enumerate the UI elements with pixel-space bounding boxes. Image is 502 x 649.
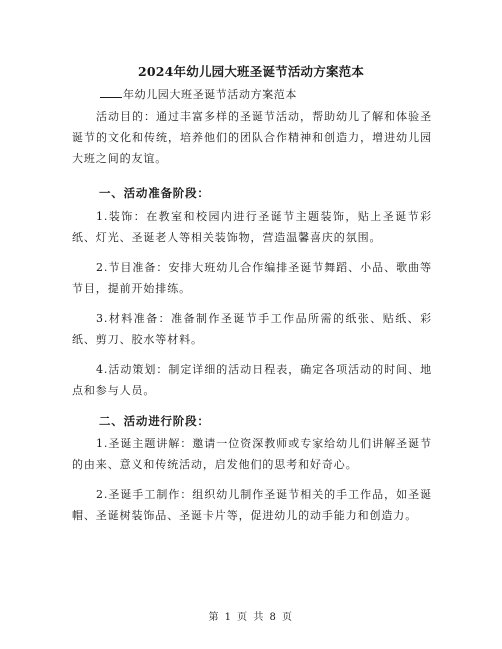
document-subtitle xyxy=(100,86,297,102)
page-number: 第 1 页 共 8 页 xyxy=(208,612,294,623)
exec-item-handcraft: 2.圣诞手工制作：组织幼儿制作圣诞节相关的手工作品，如圣诞帽、圣诞树装饰品、圣诞卡片等，促进幼儿的动手能力和创造力。 xyxy=(72,488,432,522)
blank-underline xyxy=(100,87,122,98)
exec-item-lecture: 1.圣诞主题讲解：邀请一位资深教师或专家给幼儿们讲解圣诞节的由来、意义和传统活动，启发他们的思考和好奇心。 xyxy=(72,437,432,471)
purpose-paragraph: 活动目的：通过丰富多样的圣诞节活动，帮助幼儿了解和体验圣诞节的文化和传统，培养他们的团队合作精神和创造力，增进幼儿园大班之间的友谊。 xyxy=(72,110,432,165)
prep-item-decoration: 1.装饰：在教室和校园内进行圣诞节主题装饰，贴上圣诞节彩纸、灯光、圣诞老人等相关装饰物，营造温馨喜庆的氛围。 xyxy=(72,210,432,244)
section-heading-preparation: 一、活动准备阶段： xyxy=(99,186,210,200)
subtitle-text: 年幼儿园大班圣诞节活动方案范本 xyxy=(123,88,297,101)
prep-item-planning: 4.活动策划：制定详细的活动日程表，确定各项活动的时间、地点和参与人员。 xyxy=(72,363,432,397)
document-title: 2024年幼儿园大班圣诞节活动方案范本 xyxy=(137,64,365,79)
section-heading-execution: 二、活动进行阶段： xyxy=(99,414,210,428)
prep-item-program: 2.节目准备：安排大班幼儿合作编排圣诞节舞蹈、小品、歌曲等节目，提前开始排练。 xyxy=(72,261,432,295)
prep-item-materials: 3.材料准备：准备制作圣诞节手工作品所需的纸张、贴纸、彩纸、剪刀、胶水等材料。 xyxy=(72,312,432,346)
